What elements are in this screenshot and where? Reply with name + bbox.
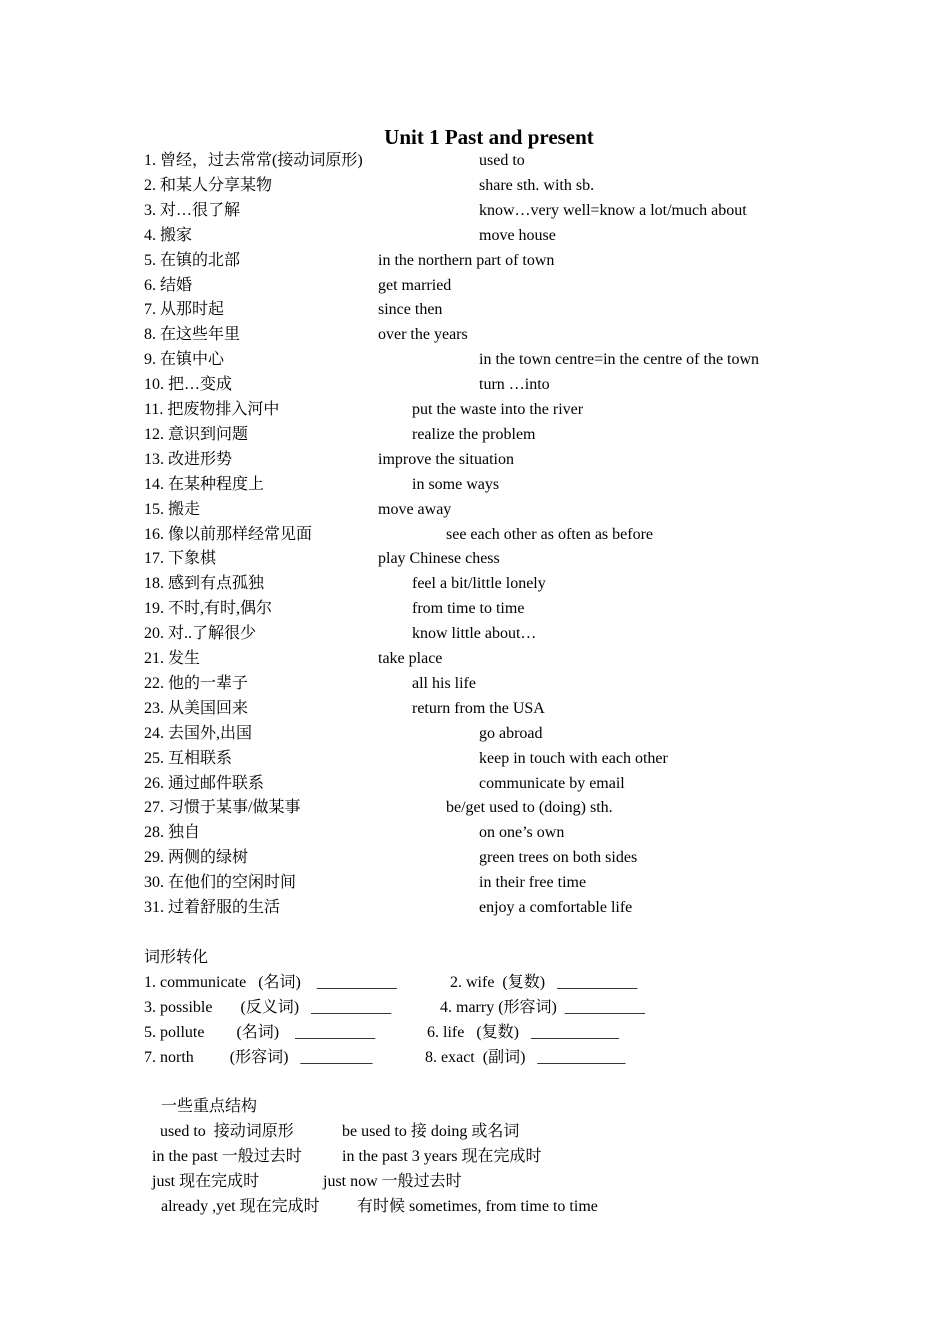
phrase-english: turn …into [479,376,550,394]
conversion-title: 词形转化 [144,949,209,966]
phrase-english: put the waste into the river [412,401,584,418]
phrase-chinese: 11. 把废物排入河中 [144,401,280,418]
conversion-item: 5. pollute (名词) __________ [144,1023,376,1041]
phrase-chinese: 9. 在镇中心 [144,351,225,369]
page-title: Unit 1 Past and present [384,125,594,149]
conversion-item: 4. marry (形容词) __________ [440,998,645,1016]
phrase-english: keep in touch with each other [479,749,668,767]
phrase-english: from time to time [412,600,525,618]
conversion-item: 8. exact (副词) ___________ [425,1048,626,1066]
phrase-english: over the years [378,326,468,344]
phrase-chinese: 6. 结婚 [144,276,193,294]
structures-title: 一些重点结构 [161,1098,258,1115]
structure-item: just 现在完成时 [152,1172,260,1190]
phrase-english: play Chinese chess [378,550,500,568]
phrase-english: go abroad [479,724,543,742]
phrase-english: share sth. with sb. [479,176,595,194]
phrase-chinese: 16. 像以前那样经常见面 [144,525,313,543]
phrase-chinese: 4. 搬家 [144,226,193,244]
phrase-english: enjoy a comfortable life [479,899,633,916]
phrase-english: take place [378,650,443,667]
phrase-english: in some ways [412,475,500,493]
phrase-chinese: 18. 感到有点孤独 [144,575,265,593]
phrase-chinese: 28. 独自 [144,824,201,842]
phrase-row [0,797,950,822]
phrase-chinese: 22. 他的一辈子 [144,674,249,692]
phrase-chinese: 5. 在镇的北部 [144,251,241,269]
phrase-chinese: 24. 去国外,出国 [144,724,253,742]
phrase-english: in the town centre=in the centre of the town [479,351,760,369]
phrase-row [0,349,950,374]
phrase-row [0,598,950,623]
phrase-english: in their free time [479,874,587,892]
phrase-row [0,872,950,897]
phrase-chinese: 3. 对…很了解 [144,201,241,219]
phrase-chinese: 1. 曾经，过去常常(接动词原形) [144,152,363,169]
phrase-english: realize the problem [412,425,536,443]
phrase-row [0,673,950,698]
phrase-english: move house [479,226,556,244]
phrase-row [0,847,950,872]
conversion-item: 2. wife (复数) __________ [450,974,638,991]
structure-item: in the past 一般过去时 [152,1147,302,1165]
phrase-chinese: 21. 发生 [144,650,201,667]
phrase-row [0,773,950,798]
phrase-chinese: 23. 从美国回来 [144,699,249,717]
phrase-english: communicate by email [479,774,625,792]
phrase-english: return from the USA [412,699,545,717]
phrase-row [0,275,950,300]
phrase-english: all his life [412,674,476,692]
conversion-item: 1. communicate (名词) __________ [144,974,397,991]
phrase-chinese: 19. 不时,有时,偶尔 [144,600,273,618]
structure-item: in the past 3 years 现在完成时 [342,1147,542,1165]
phrase-row [0,250,950,275]
structure-item: be used to 接 doing 或名词 [342,1123,520,1140]
conversion-item: 3. possible (反义词) __________ [144,998,392,1016]
phrase-row [0,424,950,449]
phrase-english: in the northern part of town [378,251,555,269]
phrase-english: green trees on both sides [479,849,638,867]
phrase-row [0,175,950,200]
phrase-row [0,897,950,922]
structure-item: already ,yet 现在完成时 [161,1197,320,1215]
phrase-chinese: 13. 改进形势 [144,450,233,468]
phrase-chinese: 30. 在他们的空闲时间 [144,874,297,892]
phrase-row [0,474,950,499]
phrase-row [0,499,950,524]
phrase-row [0,623,950,648]
phrase-row [0,548,950,573]
phrase-chinese: 27. 习惯于某事/做某事 [144,799,301,817]
phrase-row [0,399,950,424]
phrase-english: since then [378,301,443,319]
structure-item: used to 接动词原形 [160,1123,294,1140]
phrase-chinese: 31. 过着舒服的生活 [144,899,281,916]
phrase-row [0,573,950,598]
phrase-english: feel a bit/little lonely [412,575,546,593]
phrase-row [0,822,950,847]
phrase-chinese: 7. 从那时起 [144,301,225,319]
structure-item: just now 一般过去时 [323,1172,462,1190]
phrase-row [0,374,950,399]
phrase-english: know…very well=know a lot/much about [479,201,747,219]
phrase-row [0,225,950,250]
phrase-chinese: 29. 两侧的绿树 [144,849,249,867]
phrase-chinese: 15. 搬走 [144,500,201,518]
phrase-row [0,200,950,225]
phrase-chinese: 8. 在这些年里 [144,326,241,344]
phrase-english: see each other as often as before [446,525,653,543]
phrase-chinese: 26. 通过邮件联系 [144,774,265,792]
phrase-chinese: 2. 和某人分享某物 [144,176,273,194]
phrase-english: know little about… [412,625,537,643]
phrase-chinese: 20. 对..了解很少 [144,625,257,643]
phrase-row [0,748,950,773]
phrase-row [0,299,950,324]
phrase-row [0,698,950,723]
phrase-chinese: 12. 意识到问题 [144,425,249,443]
phrase-english: on one’s own [479,824,565,842]
phrase-row [0,324,950,349]
phrase-english: improve the situation [378,450,514,468]
conversion-item: 7. north (形容词) _________ [144,1048,373,1066]
phrase-row [0,723,950,748]
phrase-chinese: 10. 把…变成 [144,376,233,394]
phrase-chinese: 14. 在某种程度上 [144,475,265,493]
phrase-english: used to [479,152,525,169]
phrase-row [0,524,950,549]
structure-item: 有时候 sometimes, from time to time [357,1197,598,1215]
phrase-chinese: 25. 互相联系 [144,749,233,767]
phrase-chinese: 17. 下象棋 [144,550,217,568]
phrase-row [0,150,950,175]
phrase-row [0,648,950,673]
phrase-row [0,449,950,474]
phrase-english: be/get used to (doing) sth. [446,799,613,817]
phrase-english: get married [378,276,452,294]
phrase-english: move away [378,500,452,518]
conversion-item: 6. life (复数) ___________ [427,1023,619,1041]
